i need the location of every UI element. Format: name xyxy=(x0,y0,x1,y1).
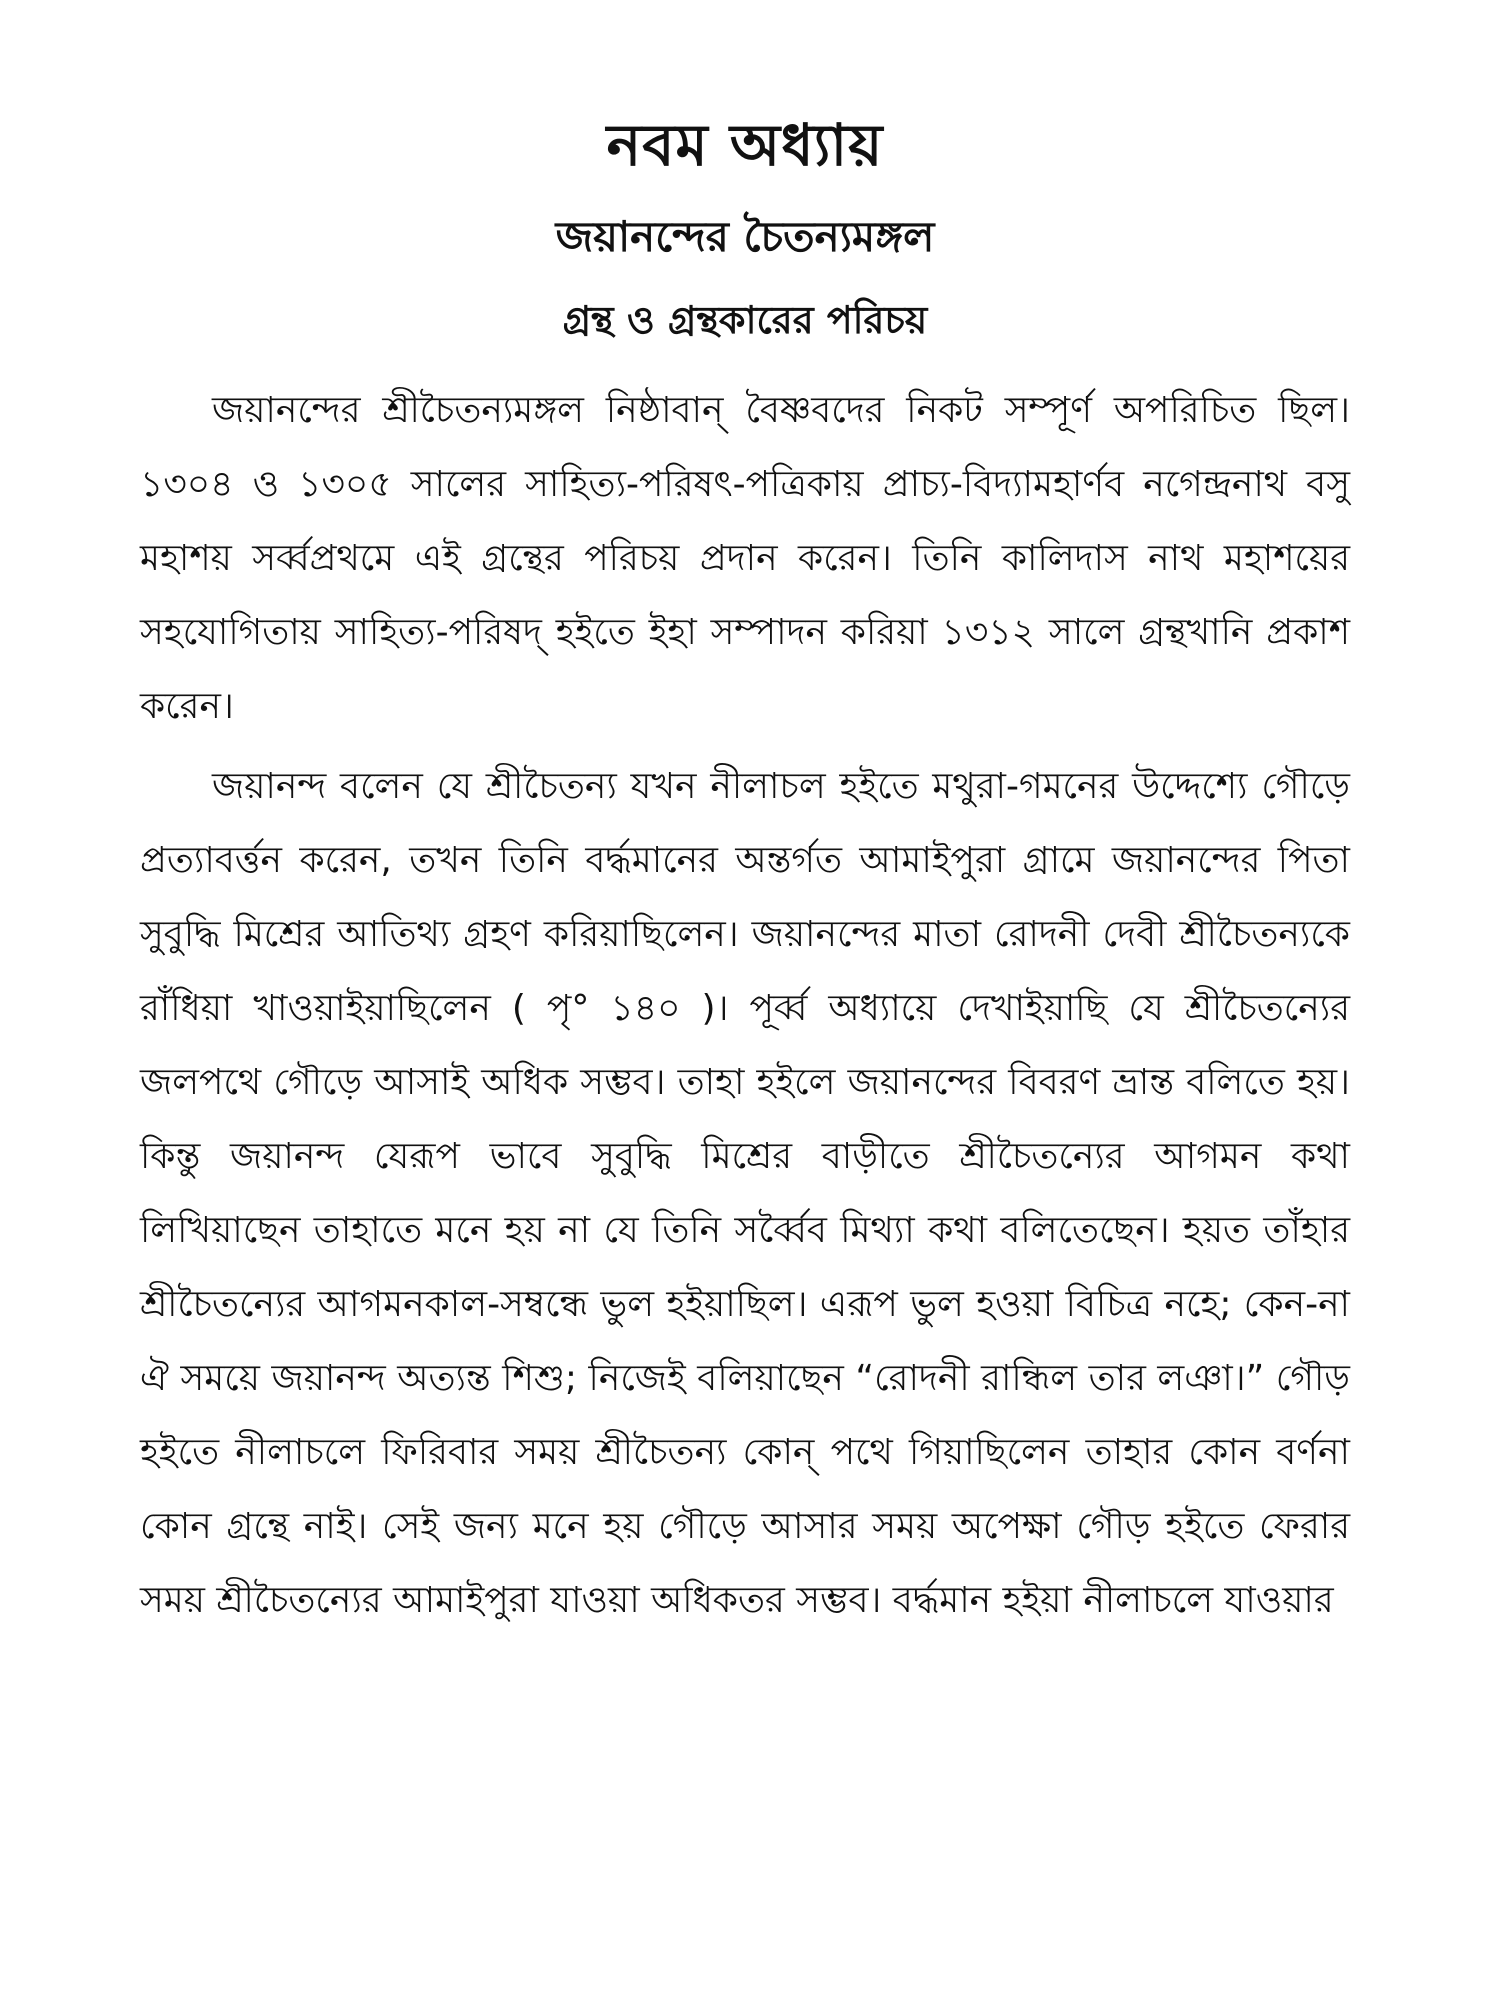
chapter-title: নবম অধ্যায় xyxy=(606,111,884,179)
book-title: জয়ানন্দের চৈতন্যমঙ্গল xyxy=(555,212,935,261)
body-text xyxy=(140,374,1350,1638)
paragraph-jayananda-account: জয়ানন্দ বলেন যে শ্রীচৈতন্য যখন নীলাচল হইতে মথুরা-গমনের উদ্দেশ্যে গৌড়ে প্রত্যাবর্ত্তন করেন, তখন তিনি বর্দ্ধমানের অন্তর্গত আমাইপুরা গ্রামে জয়ানন্দের পিতা সুবুদ্ধি মিশ্রের আতিথ্য গ্রহণ করিয়াছিলেন। জয়ানন্দের মাতা রোদনী দেবী শ্রীচৈতন্যকে রাঁধিয়া খাওয়াইয়াছিলেন ( পৃ° ১৪০ )। পূর্ব্ব অধ্যায়ে দেখাইয়াছি যে শ্রীচৈতন্যের জলপথে গৌড়ে আসাই অধিক সম্ভব। তাহা হইলে জয়ানন্দের বিবরণ ভ্রান্ত বলিতে হয়। কিন্তু জয়ানন্দ যেরূপ ভাবে সুবুদ্ধি মিশ্রের বাড়ীতে শ্রীচৈতন্যের আগমন কথা লিখিয়াছেন তাহাতে মনে হয় না যে তিনি সর্ব্বৈব মিথ্যা কথা বলিতেছেন। হয়ত তাঁহার শ্রীচৈতন্যের আগমনকাল-সম্বন্ধে ভুল হইয়াছিল। এরূপ ভুল হওয়া বিচিত্র নহে; কেন-না ঐ সময়ে জয়ানন্দ অত্যন্ত শিশু; নিজেই বলিয়াছেন “রোদনী রান্ধিল তার লঞা।” গৌড় হইতে নীলাচলে ফিরিবার সময় শ্রীচৈতন্য কোন্ পথে গিয়াছিলেন তাহার কোন বর্ণনা কোন গ্রন্থে নাই। সেই জন্য মনে হয় গৌড়ে আসার সময় অপেক্ষা গৌড় হইতে ফেরার সময় শ্রীচৈতন্যের আমাইপুরা যাওয়া অধিকতর সম্ভব। বর্দ্ধমান হইয়া নীলাচলে যাওয়ার xyxy=(140,766,1350,1621)
section-heading: গ্রন্থ ও গ্রন্থকারের পরিচয় xyxy=(562,298,928,342)
paragraph-introduction: জয়ানন্দের শ্রীচৈতন্যমঙ্গল নিষ্ঠাবান্ বৈষ্ণবদের নিকট সম্পূর্ণ অপরিচিত ছিল। ১৩০৪ ও ১৩০৫ সালের সাহিত্য-পরিষৎ-পত্রিকায় প্রাচ্য-বিদ্যামহার্ণব নগেন্দ্রনাথ বসু মহাশয় সর্ব্বপ্রথমে এই গ্রন্থের পরিচয় প্রদান করেন। তিনি কালিদাস নাথ মহাশয়ের সহযোগিতায় সাহিত্য-পরিষদ্ হইতে ইহা সম্পাদন করিয়া ১৩১২ সালে গ্রন্থখানি প্রকাশ করেন। xyxy=(140,390,1350,727)
